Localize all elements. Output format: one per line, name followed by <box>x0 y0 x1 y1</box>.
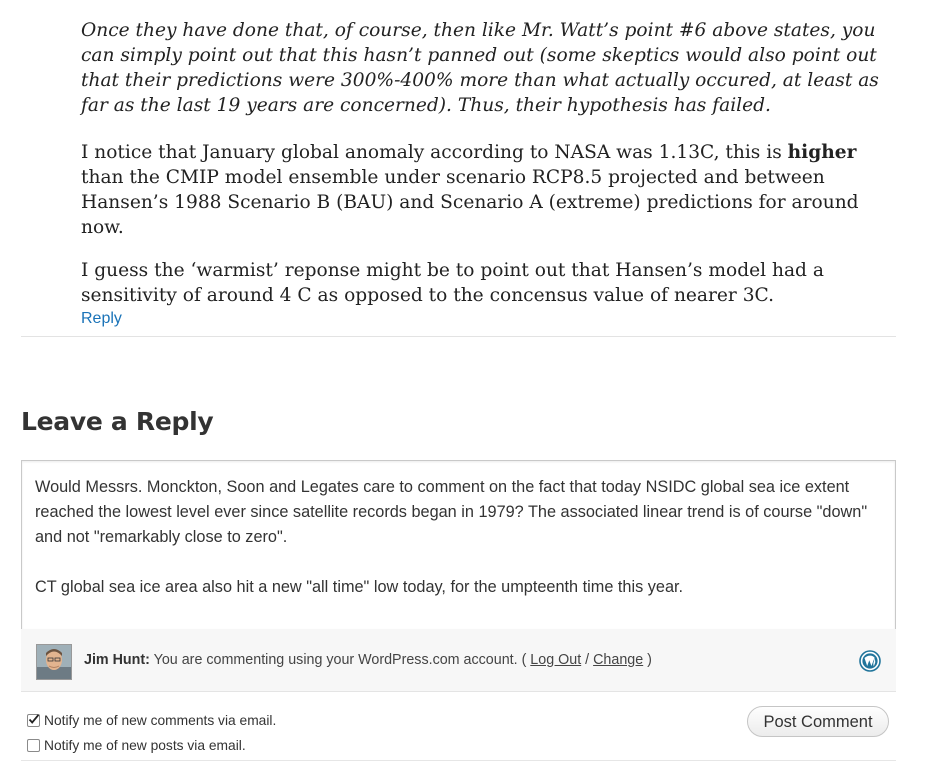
notify-posts-label[interactable]: Notify me of new posts via email. <box>44 738 246 753</box>
comment-quote: Once they have done that, of course, then like Mr. Watt’s point #6 above states, you can simply point out that this hasn’t panned out (some skeptics would also point out that their predictions were 300%-400% more than what actually occured, at least as far as the last 19 years are concerned). Thus, their hypothesis has failed. <box>81 20 879 116</box>
comment-text-before-bold: I notice that January global anomaly according to NASA was 1.13C, this is <box>81 142 788 163</box>
comment-identity-bar <box>21 629 896 692</box>
form-bottom-divider <box>21 760 896 761</box>
notify-comments-checkbox[interactable] <box>27 714 40 727</box>
comment-textarea[interactable] <box>21 460 896 630</box>
notify-comments-option[interactable] <box>27 713 276 728</box>
comment-bold-text: higher <box>787 142 857 163</box>
user-avatar[interactable] <box>36 644 72 680</box>
notify-posts-option[interactable] <box>27 738 246 753</box>
comment-textarea-value[interactable]: Would Messrs. Monckton, Soon and Legates care to comment on the fact that today NSIDC global sea ice extent reached the lowest level ever since satellite records began in 1979? The associated linear trend is of course "down" and not "remarkably close to zero". CT global sea ice area also hit a new "all time" low today, for the umpteenth time this year. <box>35 478 868 596</box>
avatar-image-icon <box>37 645 71 679</box>
leave-reply-heading: Leave a Reply <box>21 407 214 436</box>
comment-paragraph-final: I guess the ‘warmist’ reponse might be to point out that Hansen’s model had a sensitivity of around 4 C as opposed to the concensus value of nearer 3C. <box>81 260 824 306</box>
comment-text-after-bold: than the CMIP model ensemble under scenario RCP8.5 projected and between Hansen’s 1988 Scenario B (BAU) and Scenario A (extreme) predictions for around now. <box>81 167 859 238</box>
post-comment-button[interactable]: Post Comment <box>747 706 889 737</box>
comment-body <box>81 18 896 326</box>
user-name: Jim Hunt: <box>84 652 150 668</box>
notify-comments-label[interactable]: Notify me of new comments via email. <box>44 713 277 728</box>
wordpress-icon <box>859 650 881 672</box>
change-link[interactable]: Change <box>593 652 644 668</box>
log-out-link[interactable]: Log Out <box>530 652 582 668</box>
comment-divider <box>21 336 896 337</box>
comment-paragraph <box>81 140 896 240</box>
account-text: You are commenting using your WordPress.com account. ( <box>149 652 531 668</box>
close-paren: ) <box>643 652 652 668</box>
notify-posts-checkbox[interactable] <box>27 739 40 752</box>
link-separator: / <box>581 652 594 668</box>
reply-link[interactable]: Reply <box>81 310 122 327</box>
checkmark-icon <box>27 713 40 726</box>
identity-text <box>84 652 652 668</box>
